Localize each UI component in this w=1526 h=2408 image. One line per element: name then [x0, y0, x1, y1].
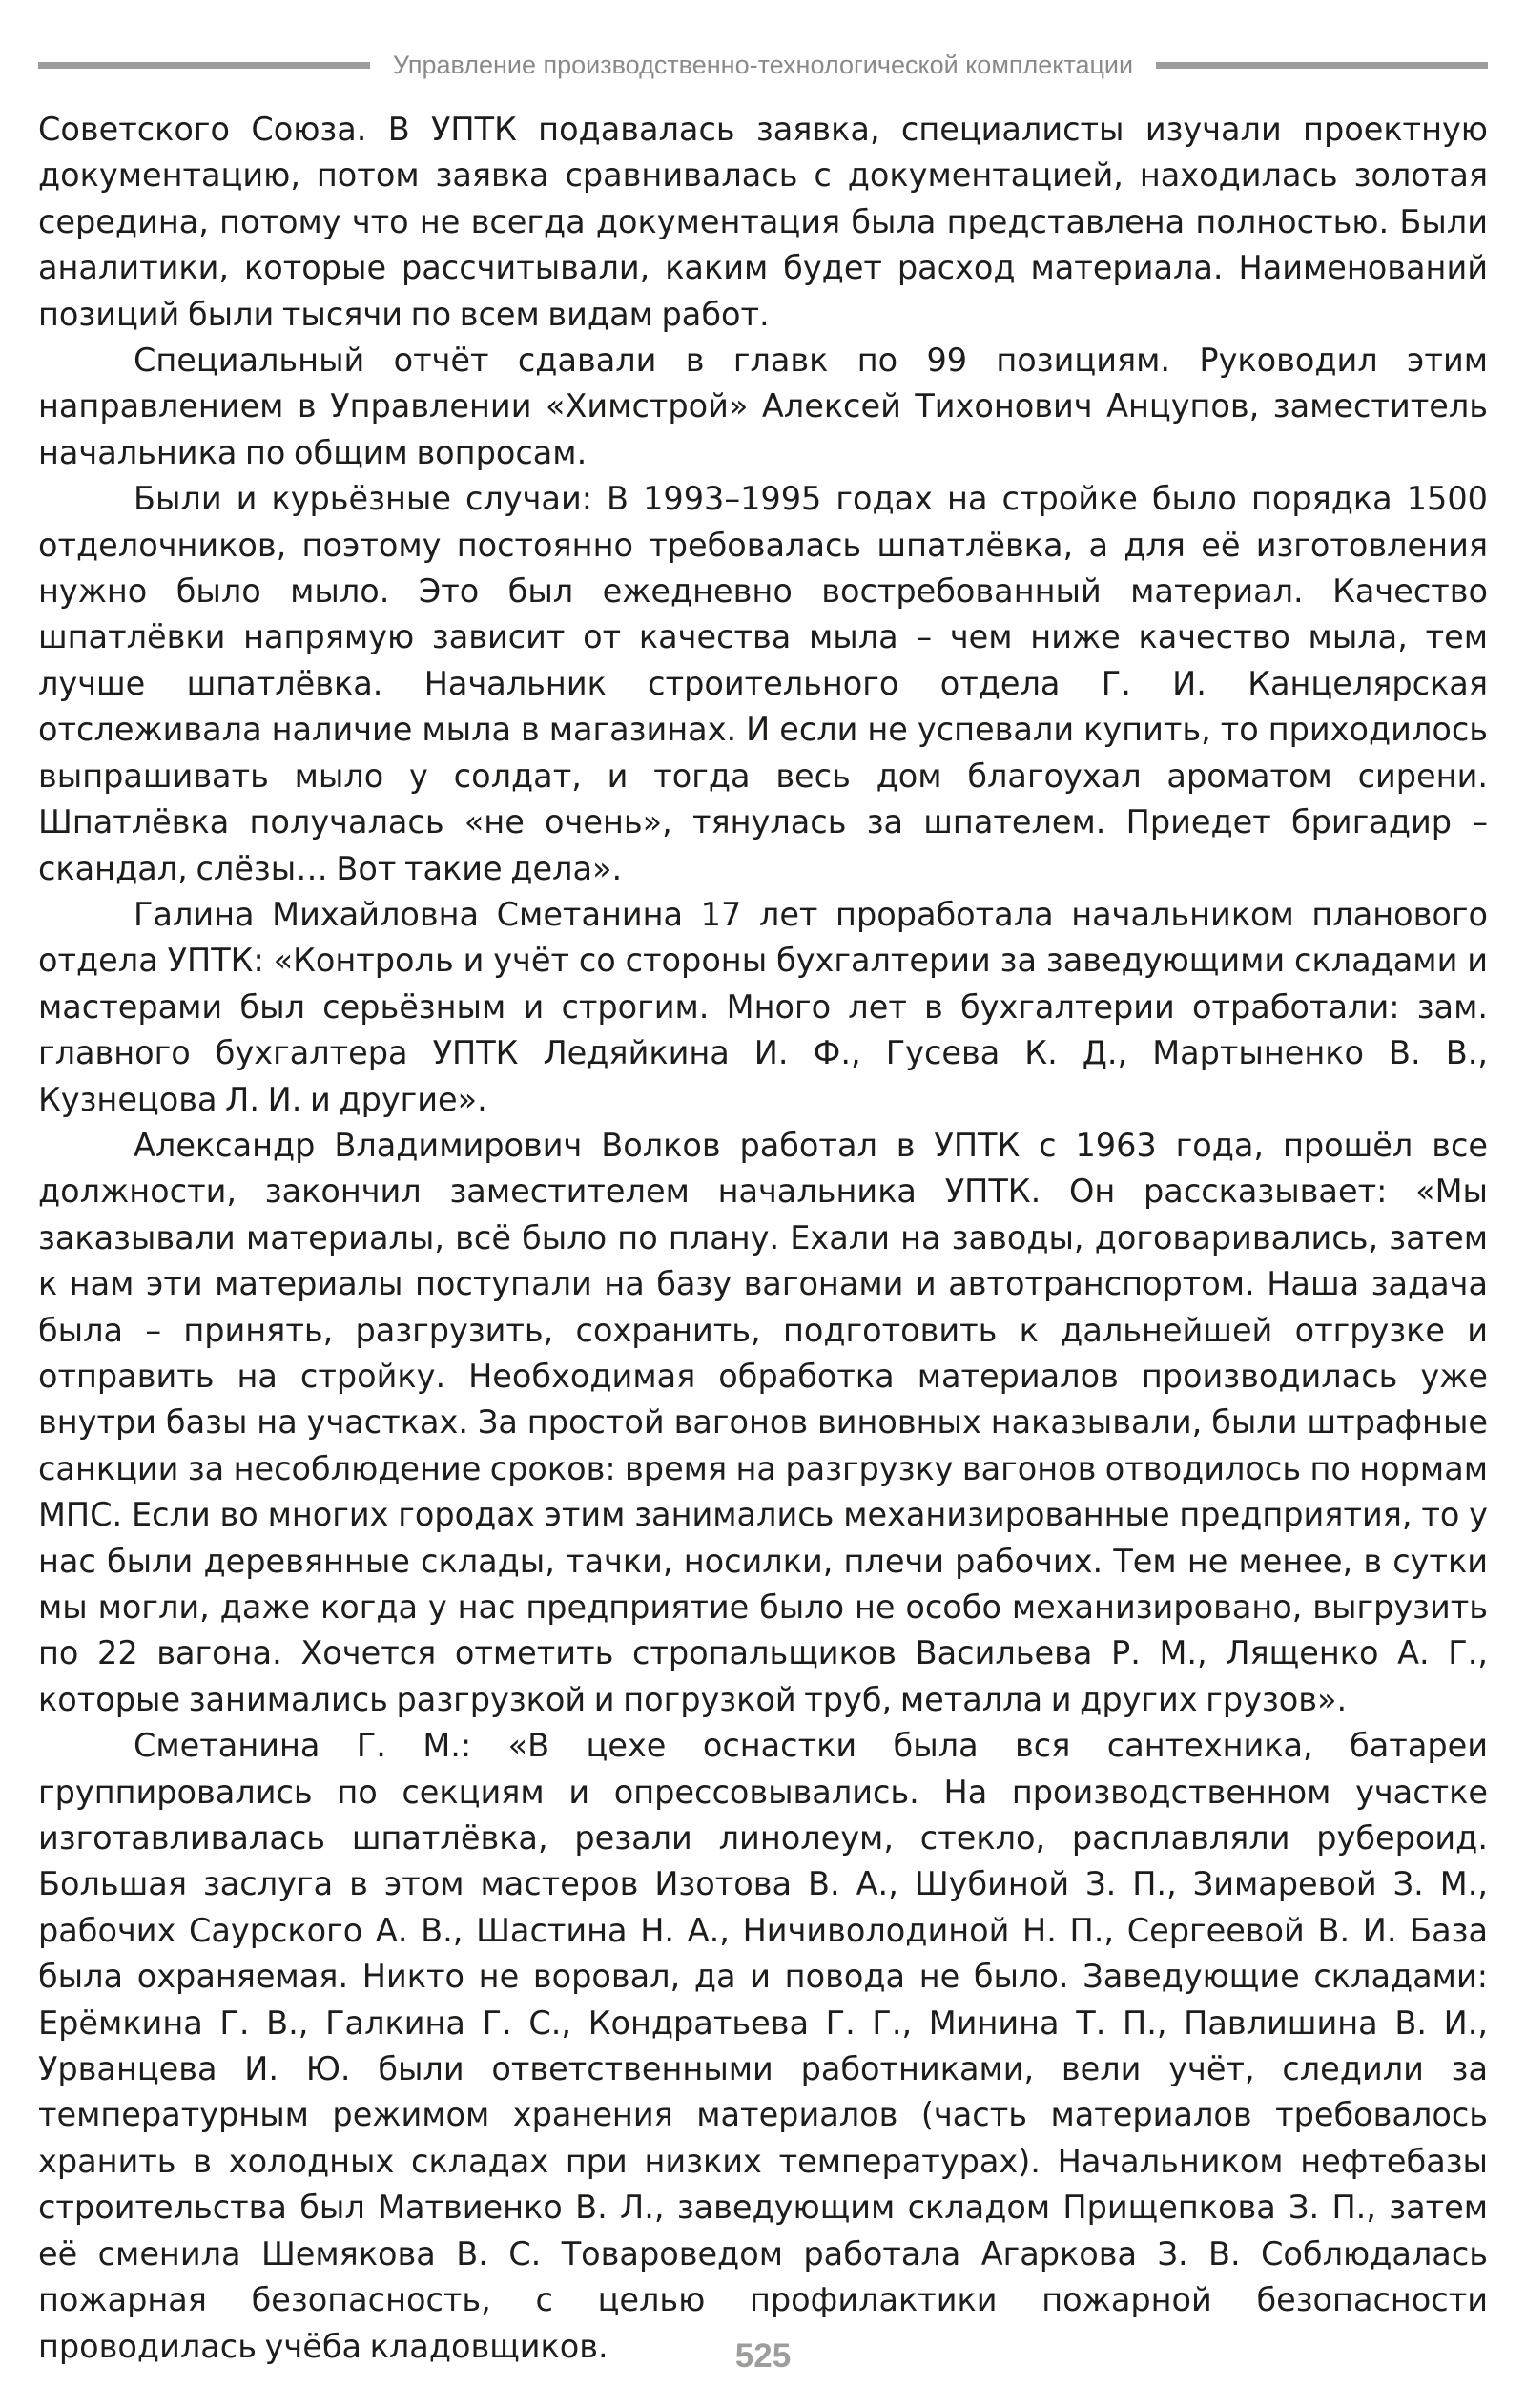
header-rule-left	[38, 62, 370, 69]
paragraph: Специальный отчёт сдавали в главк по 99 позициям. Руководил этим направлением в Управлении «Химстрой» Алексей Тихонович Анцупов, заместитель начальника по общим вопросам.	[38, 342, 1488, 471]
paragraph: Галина Михайловна Сметанина 17 лет проработала начальником планового отдела УПТК: «Контроль и учёт со стороны бухгалтерии за заведующими складами и мастерами был серьёзным и строгим. Много лет в бухгалтерии отработали: зам. главного бухгалтера УПТК Ледяйкина И. Ф., Гусева К. Д., Мартыненко В. В., Кузнецова Л. И. и другие».	[38, 895, 1488, 1118]
running-title: Управление производственно-технологической комплектации	[392, 50, 1134, 79]
body-text	[38, 107, 1488, 2370]
paragraph: Были и курьёзные случаи: В 1993–1995 годах на стройке было порядка 1500 отделочников, поэтому постоянно требовалась шпатлёвка, а для её изготовления нужно было мыло. Это был ежедневно востребованный материал. Качество шпатлёвки напрямую зависит от качества мыла – чем ниже качество мыла, тем лучше шпатлёвка. Начальник строительного отдела Г. И. Канцелярская отслеживала наличие мыла в магазинах. И если не успевали купить, то приходилось выпрашивать мыло у солдат, и тогда весь дом благоухал ароматом сирени. Шпатлёвка получалась «не очень», тянулась за шпателем. Приедет бригадир – скандал, слёзы… Вот такие дела».	[38, 480, 1488, 887]
paragraph: Сметанина Г. М.: «В цехе оснастки была вся сантехника, батареи группировались по секциям и опрессовывались. На производственном участке изготавливалась шпатлёвка, резали линолеум, стекло, расплавляли рубероид. Большая заслуга в этом мастеров Изотова В. А., Шубиной З. П., Зимаревой З. М., рабочих Саурского А. В., Шастина Н. А., Ничиволодиной Н. П., Сергеевой В. И. База была охраняемая. Никто не воровал, да и повода не было. Заведующие складами: Ерёмкина Г. В., Галкина Г. С., Кондратьева Г. Г., Минина Т. П., Павлишина В. И., Урванцева И. Ю. были ответственными работниками, вели учёт, следили за температурным режимом хранения материалов (часть материалов требовалось хранить в холодных складах при низких температурах). Начальником нефтебазы строительства был Матвиенко В. Л., заведующим складом Прищепкова З. П., затем её сменила Шемякова В. С. Товароведом работала Агаркова З. В. Соблюдалась пожарная безопасность, с целью профилактики пожарной безопасности проводилась учёба кладовщиков.	[38, 1727, 1488, 2365]
page-number: 525	[734, 2337, 792, 2375]
running-header	[38, 46, 1488, 84]
paragraph: Советского Союза. В УПТК подавалась заявка, специалисты изучали проектную документацию, потом заявка сравнивалась с документацией, находилась золотая середина, потому что не всегда документация была представлена полностью. Были аналитики, которые рассчитывали, каким будет расход материала. Наименований позиций были тысячи по всем видам работ.	[38, 111, 1488, 333]
header-rule-right	[1156, 62, 1488, 69]
paragraph: Александр Владимирович Волков работал в УПТК с 1963 года, прошёл все должности, закончил заместителем начальника УПТК. Он рассказывает: «Мы заказывали материалы, всё было по плану. Ехали на заводы, договаривались, затем к нам эти материалы поступали на базу вагонами и автотранспортом. Наша задача была – принять, разгрузить, сохранить, подготовить к дальнейшей отгрузке и отправить на стройку. Необходимая обработка материалов производилась уже внутри базы на участках. За простой вагонов виновных наказывали, были штрафные санкции за несоблюдение сроков: время на разгрузку вагонов отводилось по нормам МПС. Если во многих городах этим занимались механизированные предприятия, то у нас были деревянные склады, тачки, носилки, плечи рабочих. Тем не менее, в сутки мы могли, даже когда у нас предприятие было не особо механизировано, выгрузить по 22 вагона. Хочется отметить стропальщиков Васильева Р. М., Лященко А. Г., которые занимались разгрузкой и погрузкой труб, металла и других грузов».	[38, 1126, 1488, 1718]
